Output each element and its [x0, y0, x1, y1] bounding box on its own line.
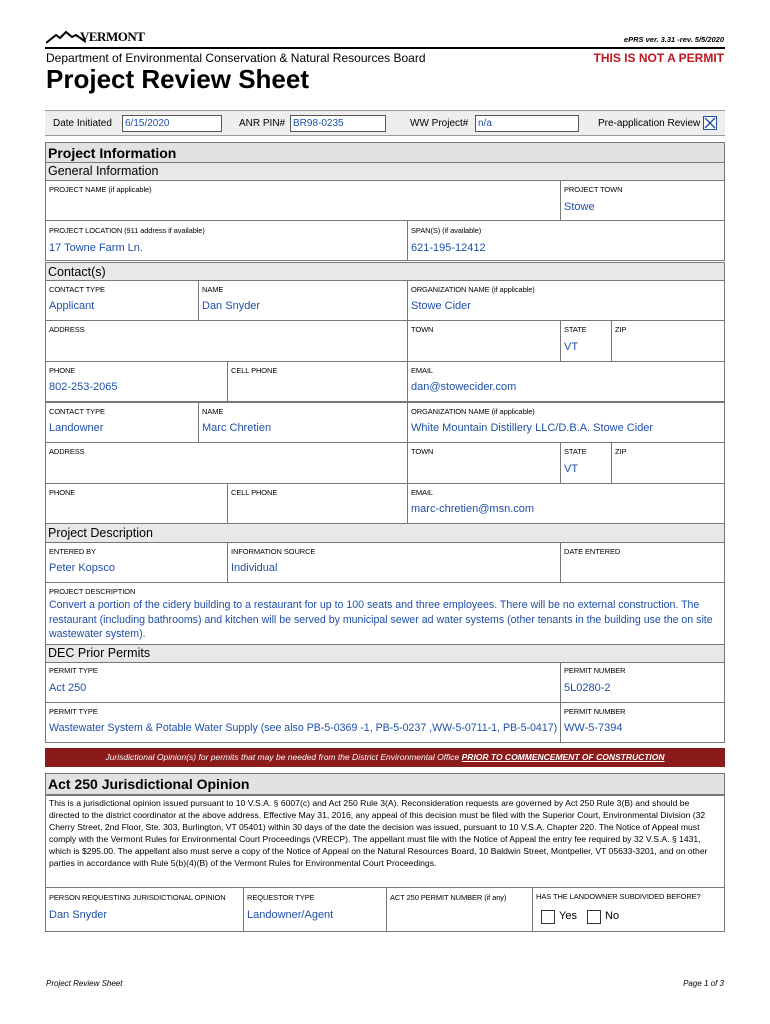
- description-label: PROJECT DESCRIPTION: [49, 587, 136, 596]
- permit-type-label: PERMIT TYPE: [49, 666, 98, 675]
- cell-label: CELL PHONE: [231, 366, 278, 375]
- contact-landowner-grid: [45, 402, 725, 524]
- span-value[interactable]: 621-195-12412: [411, 242, 486, 254]
- email-label: EMAIL: [411, 488, 434, 497]
- span-label: SPAN(S) (if available): [411, 226, 482, 235]
- state-value[interactable]: VT: [564, 463, 579, 475]
- info-source-value[interactable]: Individual: [231, 562, 278, 574]
- state-value[interactable]: VT: [564, 341, 579, 353]
- act250-permit-number-label: ACT 250 PERMIT NUMBER (if any): [390, 893, 507, 902]
- org-label: ORGANIZATION NAME (if applicable): [411, 407, 535, 416]
- person-requesting-value[interactable]: Dan Snyder: [49, 909, 108, 921]
- contact-type-label: CONTACT TYPE: [49, 407, 105, 416]
- project-description-heading: Project Description: [45, 524, 725, 542]
- project-information-heading: Project Information: [45, 142, 725, 163]
- state-label: STATE: [564, 447, 587, 456]
- phone-label: PHONE: [49, 366, 76, 375]
- ww-project-field[interactable]: n/a: [475, 115, 579, 132]
- subdivided-yes-checkbox[interactable]: [541, 910, 555, 924]
- entered-by-label: ENTERED BY: [49, 547, 96, 556]
- project-location-value[interactable]: 17 Towne Farm Ln.: [49, 242, 143, 254]
- email-value[interactable]: marc-chretien@msn.com: [411, 503, 535, 515]
- permit-type-value[interactable]: Wastewater System & Potable Water Supply (see also PB-5-0369 -1, PB-5-0237 ,WW-5-0711-1, PB-5-0417): [49, 722, 558, 734]
- pre-app-label: Pre-application Review: [598, 118, 701, 129]
- ww-project-label: WW Project#: [410, 118, 469, 129]
- permit-number-label: PERMIT NUMBER: [564, 707, 626, 716]
- entered-by-value[interactable]: Peter Kopsco: [49, 562, 116, 574]
- name-label: NAME: [202, 407, 224, 416]
- town-label: TOWN: [411, 325, 434, 334]
- permit-number-value[interactable]: 5L0280-2: [564, 682, 611, 694]
- zip-label: ZIP: [615, 447, 627, 456]
- project-location-label: PROJECT LOCATION (911 address if available): [49, 226, 205, 235]
- act250-heading: Act 250 Jurisdictional Opinion: [45, 773, 725, 795]
- banner-emphasis: PRIOR TO COMMENCEMENT OF CONSTRUCTION: [461, 752, 665, 762]
- address-label: ADDRESS: [49, 447, 85, 456]
- requestor-type-label: REQUESTOR TYPE: [247, 893, 315, 902]
- town-label: TOWN: [411, 447, 434, 456]
- permit-type-label: PERMIT TYPE: [49, 707, 98, 716]
- cell-label: CELL PHONE: [231, 488, 278, 497]
- project-town-value[interactable]: Stowe: [564, 201, 595, 213]
- permit-number-value[interactable]: WW-5-7394: [564, 722, 623, 734]
- permit-number-label: PERMIT NUMBER: [564, 666, 626, 675]
- email-value[interactable]: dan@stowecider.com: [411, 381, 517, 393]
- contacts-heading: Contact(s): [45, 262, 725, 280]
- pre-app-checkbox[interactable]: [703, 116, 717, 130]
- subdivided-no-checkbox[interactable]: [587, 910, 601, 924]
- anr-pin-label: ANR PIN#: [239, 118, 286, 129]
- contact-applicant-grid: [45, 280, 725, 402]
- dec-permits-heading: DEC Prior Permits: [45, 645, 725, 662]
- zip-label: ZIP: [615, 325, 627, 334]
- jurisdictional-banner: [45, 748, 725, 767]
- org-label: ORGANIZATION NAME (if applicable): [411, 285, 535, 294]
- info-source-label: INFORMATION SOURCE: [231, 547, 316, 556]
- phone-label: PHONE: [49, 488, 76, 497]
- anr-pin-field[interactable]: BR98-0235: [290, 115, 386, 132]
- header-rule: [45, 47, 725, 49]
- act250-paragraph: This is a jurisdictional opinion issued pursuant to 10 V.S.A. § 6007(c) and Act 250 Rule 3(A). Reconsideration requests are governed by Act 250 Rule 3(B) and should be directed to the district coordinator at the above address. Effective May 31, 2016, any appeal of this decision must be filed with the Superior Court, Environmental Division (32 Cherry Street, 2nd Floor, Ste. 303, Burlington, VT 05401) within 30 days of the date the decision was issued, pursuant to 10 V.S.A. Chapter 220. The Notice of Appeal must comply with the Vermont Rules for Environmental Court Proceedings (VRECP). The appellant must file with the Notice of Appeal the entry fee required by 32 V.S.A. § 1431, which is $295.00. The appellant also must serve a copy of the Notice of Appeal on the Natural Resources Board, 10 Baldwin Street, Montpelier, VT 05633-3201, and on other parties in accordance with Rule 5(b)(4)(B) of the Vermont Rules for Environmental Court Proceedings.: [49, 798, 708, 868]
- requestor-type-value[interactable]: Landowner/Agent: [247, 909, 334, 921]
- page-title: Project Review Sheet: [46, 64, 309, 94]
- address-label: ADDRESS: [49, 325, 85, 334]
- subdivided-yes-label: Yes: [559, 910, 577, 922]
- name-label: NAME: [202, 285, 224, 294]
- org-value[interactable]: Stowe Cider: [411, 300, 471, 312]
- top-fields-row: [45, 110, 725, 136]
- footer-right: Page 1 of 3: [683, 979, 724, 988]
- description-value[interactable]: Convert a portion of the cidery building to a restaurant for up to 100 seats and three employees. There will be no external construction. The restaurant (including bathrooms) and kitchen will be served by municipal sewer ad water systems (other tenants in the building use the on site wastewater system).: [49, 599, 713, 640]
- contact-type-value[interactable]: Applicant: [49, 300, 95, 312]
- logo-text: VERMONT: [80, 29, 145, 44]
- person-requesting-label: PERSON REQUESTING JURISDICTIONAL OPINION: [49, 893, 226, 902]
- check-x-icon: [704, 117, 716, 129]
- date-initiated-label: Date Initiated: [53, 118, 112, 129]
- vermont-logo: [46, 28, 145, 44]
- project-name-label: PROJECT NAME (if applicable): [49, 185, 152, 194]
- contact-type-value[interactable]: Landowner: [49, 422, 104, 434]
- version-text: ePRS ver. 3.31 -rev. 5/5/2020: [623, 35, 724, 44]
- not-permit-text: THIS IS NOT A PERMIT: [593, 51, 724, 65]
- general-information-heading: General Information: [45, 163, 725, 180]
- phone-value[interactable]: 802-253-2065: [49, 381, 118, 393]
- subdivided-no-label: No: [605, 910, 620, 922]
- footer-left: Project Review Sheet: [46, 979, 123, 988]
- subdivided-label: HAS THE LANDOWNER SUBDIVIDED BEFORE?: [536, 892, 701, 901]
- name-value[interactable]: Marc Chretien: [202, 422, 272, 434]
- state-label: STATE: [564, 325, 587, 334]
- org-value[interactable]: White Mountain Distillery LLC/D.B.A. Stowe Cider: [411, 422, 654, 434]
- date-initiated-field[interactable]: 6/15/2020: [122, 115, 222, 132]
- date-entered-label: DATE ENTERED: [564, 547, 621, 556]
- contact-type-label: CONTACT TYPE: [49, 285, 105, 294]
- permit-type-value[interactable]: Act 250: [49, 682, 87, 694]
- project-town-label: PROJECT TOWN: [564, 185, 623, 194]
- department-text: Department of Environmental Conservation & Natural Resources Board: [46, 51, 426, 65]
- banner-text: Jurisdictional Opinion(s) for permits that may be needed from the District Environmental Office: [105, 752, 462, 762]
- name-value[interactable]: Dan Snyder: [202, 300, 261, 312]
- email-label: EMAIL: [411, 366, 434, 375]
